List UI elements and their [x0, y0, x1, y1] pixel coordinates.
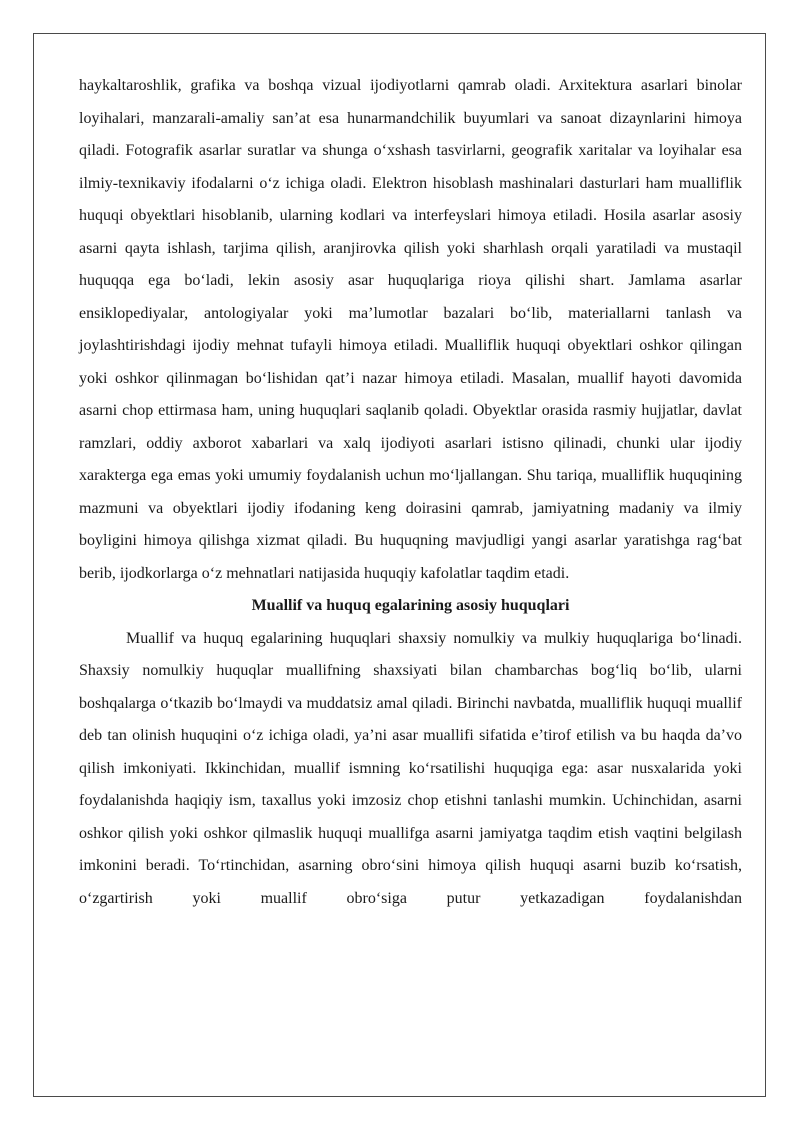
body-paragraph: haykaltaroshlik, grafika va boshqa vizual ijodiyotlarni qamrab oladi. Arxitektura asarlari binolar loyihalari, manzarali-amaliy san’at esa hunarmandchilik buyumlari va sanoat dizaynlarini himoya qiladi. Fotografik asarlar suratlar va shunga o‘xshash tasvirlarni, geografik xaritalar va loyihalar esa ilmiy-texnikaviy ifodalarni o‘z ichiga oladi. Elektron hisoblash mashinalari dasturlari ham mualliflik huquqi obyektlari hisoblanib, ularning kodlari va interfeyslari himoya etiladi. Hosila asarlar asosiy asarni qayta ishlash, tarjima qilish, aranjirovka qilish yoki sharhlash orqali yaratiladi va mustaqil huquqqa ega bo‘ladi, lekin asosiy asar huquqlariga rioya qilishi shart. Jamlama asarlar ensiklopediyalar, antologiyalar yoki ma’lumotlar bazalari bo‘lib, materiallarni tanlash va joylashtirishdagi ijodiy mehnat tufayli himoya etiladi. Mualliflik huquqi obyektlari oshkor qilingan yoki oshkor qilinmagan bo‘lishidan qat’i nazar himoya etiladi. Masalan, muallif hayoti davomida asarni chop ettirmasa ham, uning huquqlari saqlanib qoladi. Obyektlar orasida rasmiy hujjatlar, davlat ramzlari, oddiy axborot xabarlari va xalq ijodiyoti asarlari istisno qilinadi, chunki ular ijodiy xarakterga ega emas yoki umumiy foydalanish uchun mo‘ljallangan. Shu tariqa, mualliflik huquqining mazmuni va obyektlari ijodiy ifodaning keng doirasini qamrab, jamiyatning madaniy va ilmiy boyligini himoya qilishga xizmat qiladi. Bu huquqning mavjudligi yangi asarlar yaratishga rag‘bat berib, ijodkorlarga o‘z mehnatlari natijasida huquqiy kafolatlar taqdim etadi. — [79, 77, 742, 582]
body-paragraph: Muallif va huquq egalarining huquqlari shaxsiy nomulkiy va mulkiy huquqlariga bo‘linadi. Shaxsiy nomulkiy huquqlar muallifning shaxsiyati bilan chambarchas bog‘liq bo‘lib, ularni boshqalarga o‘tkazib bo‘lmaydi va muddatsiz amal qiladi. Birinchi navbatda, mualliflik huquqi muallif deb tan olinish huquqini o‘z ichiga oladi, ya’ni asar muallifi sifatida e’tirof etilish va bu haqda da’vo qilish imkoniyati. Ikkinchidan, muallif ismning ko‘rsatilishi huquqiga ega: asar nusxalarida yoki foydalanishda haqiqiy ism, taxallus yoki imzosiz chop etishni tanlashi mumkin. Uchinchidan, asarni oshkor qilish yoki oshkor qilmaslik huquqi muallifga asarni jamiyatga taqdim etish vaqtini belgilash imkonini beradi. To‘rtinchidan, asarning obro‘sini himoya qilish huquqi asarni buzib ko‘rsatish, o‘zgartirish yoki muallif obro‘siga putur yetkazadigan foydalanishdan — [79, 629, 742, 907]
section-heading: Muallif va huquq egalarining asosiy huquqlari — [251, 597, 570, 614]
document-body — [79, 70, 742, 915]
